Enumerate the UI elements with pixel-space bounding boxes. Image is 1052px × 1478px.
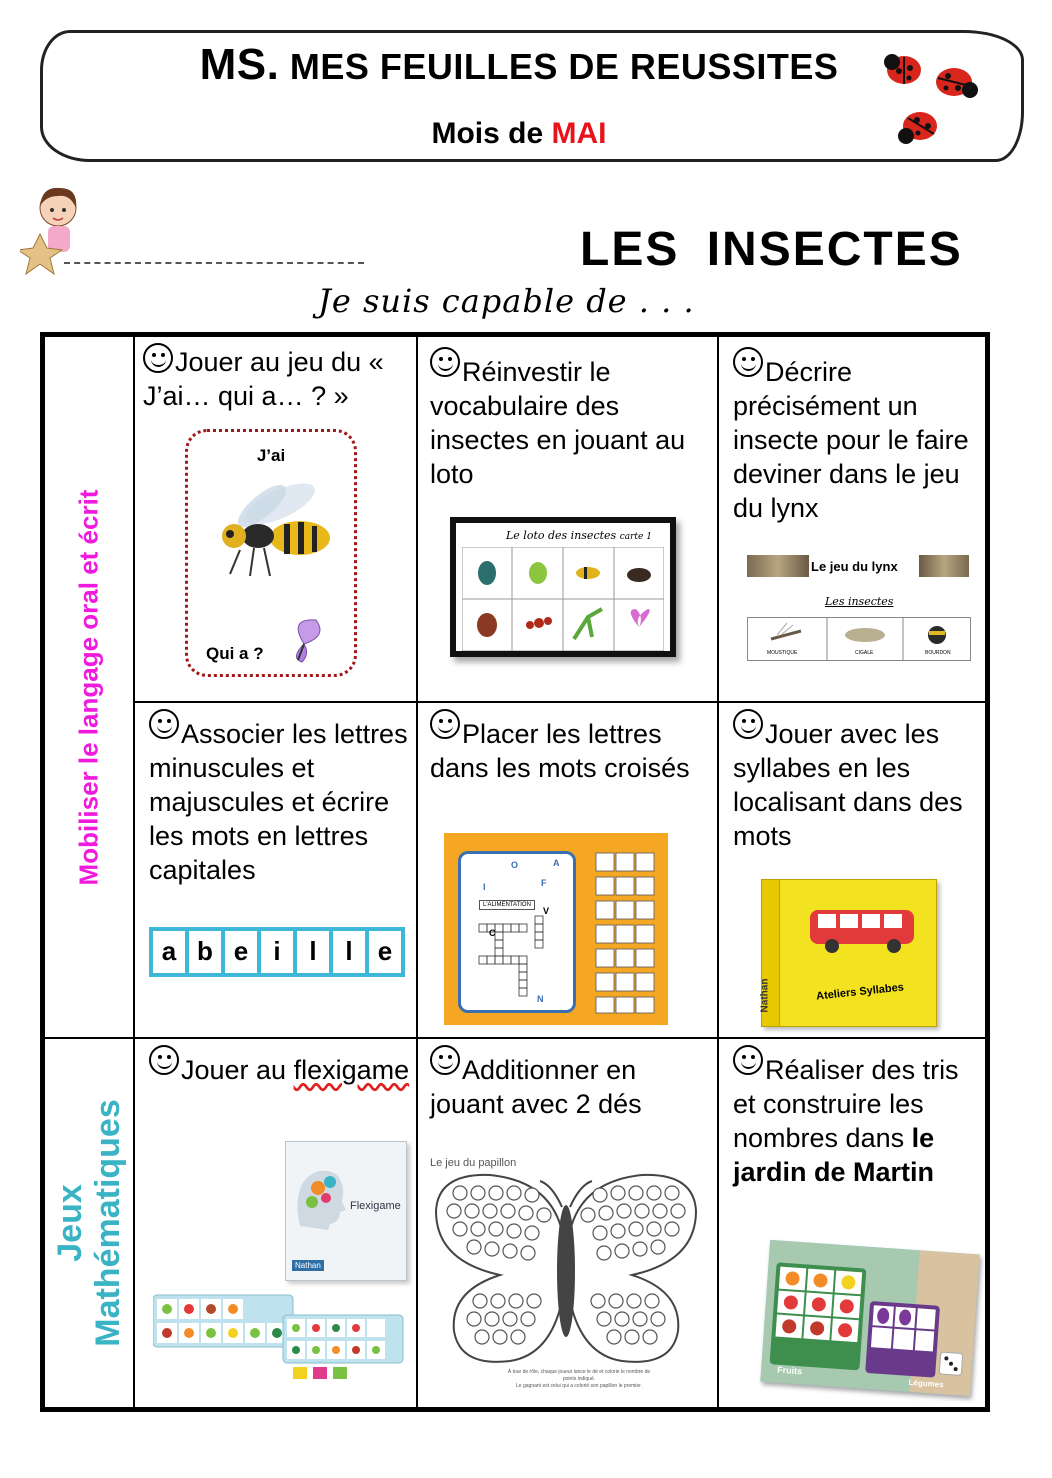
cell-jardin-martin [719,1039,987,1409]
crossword-letter: N [537,994,544,1004]
lynx-label-cicada: CIGALE [855,650,874,656]
lynx-title: Le jeu du lynx [811,559,898,574]
aphid-icon [529,562,547,584]
letter-tile: i [261,931,293,973]
name-line[interactable] [64,262,364,264]
cell-text [430,1045,710,1121]
section-language [45,337,133,1037]
jai-qui-a-card [185,429,357,677]
skill-game-name: le jardin de [733,1123,935,1187]
crossword-letter: I [483,882,486,892]
skill-label: Jouer au jeu du « J’ai… qui a… ? » [143,347,384,411]
crossword-letter: C [489,928,496,938]
page-title [40,40,998,90]
cell-butterfly-dice [418,1039,717,1409]
smiley-icon [733,1045,763,1075]
letter-tile: e [225,931,257,973]
butterfly-game-title: Le jeu du papillon [430,1157,517,1169]
loto-board [450,517,676,657]
topic-title: LES INSECTES [580,223,963,276]
vegetables-label: Légumes [908,1377,944,1390]
cell-lynx [719,337,987,701]
crossword-letter: F [541,878,547,888]
crossword-grid [469,914,569,1010]
crossword-letter: A [553,858,560,868]
fruits-tray [770,1262,867,1370]
letter-tile: e [369,931,401,973]
card-bottom-label: Qui a ? [206,644,264,663]
skill-keyword: flexigame [293,1055,410,1085]
smiley-icon [430,1045,460,1075]
smiley-icon [149,709,179,739]
lynx-subtitle: Les insectes [825,595,894,608]
box-title: Ateliers Syllabes [815,981,905,1003]
skill-label: Jouer au [181,1055,287,1085]
cell-crossword [418,703,717,1037]
cell-loto [418,337,717,701]
flexigame-title: Flexigame [350,1200,401,1212]
bus-illustration [806,896,926,956]
lynx-eyes-left [747,555,809,577]
stag-beetle-icon [627,568,651,582]
vegetables-tray [865,1301,940,1378]
smiley-icon [149,1045,179,1075]
section-math-line2: Mathématiques [89,1099,127,1347]
lynx-game-sheet [747,555,973,665]
cell-text [430,709,710,785]
cell-text [149,709,411,887]
lynx-label-mosquito: MOUSTIQUE [767,650,798,656]
cell-flexigame [135,1039,416,1409]
skill-label: Décrire précisément un insecte pour le faire deviner dans le jeu du lynx [733,357,969,523]
cell-jai-qui-a [135,337,416,701]
cockchafer-icon [477,613,497,637]
skill-label: Jouer avec les syllabes en les localisant dans des mots [733,719,963,851]
card-top-label: J’ai [256,446,286,465]
butterfly-game-sheet [430,1157,706,1403]
section-language-label: Mobiliser le langage oral et écrit [73,489,104,885]
beetle-icon [478,561,496,585]
crossword-letter: V [543,906,550,916]
ladybug-icon [884,54,921,84]
cell-text [430,347,710,491]
crossword-sheet [458,851,576,1013]
crossword-picture-cards [594,851,660,1015]
box-brand: Nathan [759,978,771,1013]
section-math-label [51,1099,127,1347]
skill-label: Additionner en jouant avec 2 dés [430,1055,642,1119]
cell-text [733,709,985,853]
ladybug-icon [936,68,978,98]
flexigame-trays [153,1285,405,1385]
box-brand-strip [759,880,780,1026]
skill-label: Placer les lettres dans les mots croisés [430,719,690,783]
skill-game-name-2: Martin [853,1157,935,1187]
butterfly-game-rule [504,1369,654,1390]
cell-letters [135,703,416,1037]
rule-line-2: Le gagnant est celui qui a colorié son papillon le premier. [516,1383,642,1389]
month-name: MAI [551,117,607,150]
intro-phrase: Je suis capable de . . . [318,282,695,320]
letter-tile: l [297,931,329,973]
flexigame-box [285,1141,407,1281]
head-gears-illustration [290,1162,350,1232]
crossword-title: L'ALIMENTATION [479,900,535,910]
ateliers-syllabes-box [761,879,937,1027]
skill-label: Associer les lettres minuscules et majuscules et écrire les mots en lettres capitales [149,719,408,885]
smiley-icon [430,709,460,739]
ladybugs-illustration [872,40,992,160]
bumblebee-icon [928,626,946,644]
abeille-word-strip [149,927,405,977]
cicada-icon [845,628,885,642]
wasp-icon [576,567,600,579]
skill-label: Réinvestir le vocabulaire des insectes en jouant au loto [430,357,686,489]
rule-line-1: À tour de rôle, chaque joueur lance le dé et colorie le nombre de points indiqué. [507,1369,651,1382]
smiley-icon [733,347,763,377]
section-math [45,1037,133,1409]
title-text: MES FEUILLES DE REUSSITES [289,46,839,87]
letter-tile: l [333,931,365,973]
butterfly-icon [280,614,330,664]
letter-tile: b [189,931,221,973]
loto-grid [462,547,664,651]
section-math-line1: Jeux [51,1184,89,1262]
level-label: MS. [199,40,280,89]
skill-label: Réaliser des tris et construire les nombres dans [733,1055,959,1153]
crossword-board [444,833,668,1025]
skills-table [40,332,990,1412]
loto-title: Le loto des insectes carte 1 [506,529,652,542]
month-prefix: Mois de [431,117,544,150]
smiley-icon [733,709,763,739]
ladybug-icon [898,112,937,144]
cell-text [149,1045,411,1087]
cell-text [733,1045,985,1189]
tray-right [283,1315,403,1379]
cell-text [733,347,985,525]
cell-syllables [719,703,987,1037]
tray-left [153,1295,293,1347]
letter-tile: a [153,931,185,973]
fruits-label: Fruits [776,1364,803,1377]
cell-text [143,343,413,413]
month-line [40,117,998,151]
smiley-icon [143,343,173,373]
butterfly-outline [430,1171,702,1371]
lynx-eyes-right [919,555,969,577]
lynx-label-bumblebee: BOURDON [925,650,951,656]
wasp-icon [200,476,340,586]
smiley-icon [430,347,460,377]
jardin-martin-game [760,1240,979,1396]
flexigame-brand: Nathan [292,1260,324,1271]
crossword-letter: O [511,860,519,870]
